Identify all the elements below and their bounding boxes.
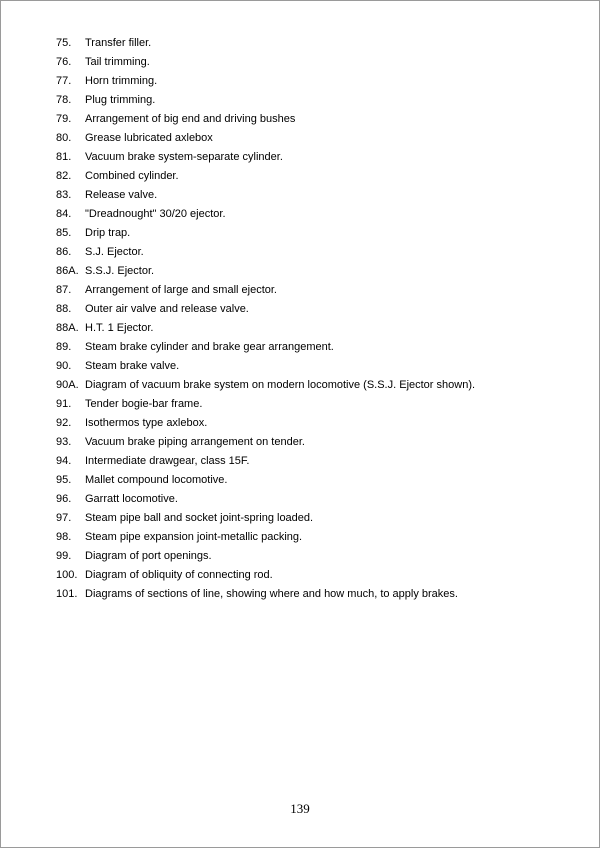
figure-title: Arrangement of large and small ejector.: [85, 284, 277, 296]
figure-title: S.J. Ejector.: [85, 246, 144, 258]
figure-number: 101.: [56, 588, 78, 600]
figure-title: Intermediate drawgear, class 15F.: [85, 455, 250, 467]
figure-entry: [56, 205, 576, 224]
figure-number: 97.: [56, 512, 72, 524]
figure-number: 79.: [56, 113, 72, 125]
figure-entry: [56, 167, 576, 186]
figure-title: Vacuum brake piping arrangement on tender.: [85, 436, 305, 448]
figure-title: Steam pipe ball and socket joint-spring loaded.: [85, 512, 314, 524]
figure-title: Combined cylinder.: [85, 170, 179, 182]
figure-entry: [56, 243, 576, 262]
figure-title: Steam brake valve.: [85, 360, 180, 372]
figure-entry: [56, 509, 576, 528]
figure-entry: [56, 471, 576, 490]
figure-title: H.T. 1 Ejector.: [85, 322, 154, 334]
figure-number: 90.: [56, 360, 72, 372]
figure-number: 93.: [56, 436, 72, 448]
figure-title: Transfer filler.: [85, 37, 152, 49]
figure-entry: [56, 281, 576, 300]
figure-number: 98.: [56, 531, 72, 543]
figure-number: 90A.: [56, 379, 79, 391]
figure-entry: [56, 585, 576, 604]
figure-title: Isothermos type axlebox.: [85, 417, 208, 429]
figure-entry: [56, 490, 576, 509]
figure-number: 91.: [56, 398, 72, 410]
figure-number: 78.: [56, 94, 72, 106]
figure-entry: [56, 319, 576, 338]
figure-title: Vacuum brake system-separate cylinder.: [85, 151, 283, 163]
figure-entry: [56, 148, 576, 167]
figure-title: Steam pipe expansion joint-metallic packing.: [85, 531, 303, 543]
figure-entry: [56, 110, 576, 129]
figure-number: 100.: [56, 569, 78, 581]
figure-entry: [56, 186, 576, 205]
page-number: 139: [290, 801, 310, 816]
figure-entry: [56, 91, 576, 110]
figure-entry: [56, 433, 576, 452]
figure-title: Diagram of vacuum brake system on modern locomotive (S.S.J. Ejector shown).: [85, 379, 476, 391]
figure-entry: [56, 414, 576, 433]
figure-title: Horn trimming.: [85, 75, 158, 87]
figure-title: Garratt locomotive.: [85, 493, 178, 505]
figure-title: Tail trimming.: [85, 56, 150, 68]
figure-title: Outer air valve and release valve.: [85, 303, 249, 315]
figure-number: 94.: [56, 455, 72, 467]
figure-title: Tender bogie-bar frame.: [85, 398, 203, 410]
figure-number: 81.: [56, 151, 72, 163]
figure-entry: [56, 528, 576, 547]
figure-title: Diagrams of sections of line, showing where and how much, to apply brakes.: [85, 588, 458, 600]
figure-number: 99.: [56, 550, 72, 562]
figure-title: Steam brake cylinder and brake gear arrangement.: [85, 341, 334, 353]
figure-number: 88.: [56, 303, 72, 315]
figure-entry: [56, 376, 576, 395]
figure-title: Plug trimming.: [85, 94, 156, 106]
figure-entry: [56, 262, 576, 281]
figure-entry: [56, 72, 576, 91]
figure-number: 75.: [56, 37, 72, 49]
figure-number: 95.: [56, 474, 72, 486]
figure-number: 86A.: [56, 265, 79, 277]
figure-entry: [56, 129, 576, 148]
figure-number: 85.: [56, 227, 72, 239]
figure-number: 83.: [56, 189, 72, 201]
figure-title: S.S.J. Ejector.: [85, 265, 155, 277]
figure-entry: [56, 34, 576, 53]
figure-number: 76.: [56, 56, 72, 68]
figure-title: Release valve.: [85, 189, 158, 201]
figure-number: 89.: [56, 341, 72, 353]
figure-list: [56, 34, 576, 604]
figure-entry: [56, 53, 576, 72]
figure-number: 87.: [56, 284, 72, 296]
figure-title: Drip trap.: [85, 227, 131, 239]
figure-number: 84.: [56, 208, 72, 220]
figure-title: Mallet compound locomotive.: [85, 474, 228, 486]
figure-entry: [56, 224, 576, 243]
figure-title: Arrangement of big end and driving bushes: [85, 113, 296, 125]
figure-entry: [56, 566, 576, 585]
figure-number: 86.: [56, 246, 72, 258]
figure-title: "Dreadnought" 30/20 ejector.: [85, 208, 226, 220]
figure-title: Diagram of obliquity of connecting rod.: [85, 569, 273, 581]
figure-title: Grease lubricated axlebox: [85, 132, 213, 144]
figure-number: 88A.: [56, 322, 79, 334]
figure-number: 96.: [56, 493, 72, 505]
figure-entry: [56, 395, 576, 414]
figure-number: 80.: [56, 132, 72, 144]
figure-number: 82.: [56, 170, 72, 182]
figure-entry: [56, 357, 576, 376]
figure-number: 77.: [56, 75, 72, 87]
figure-entry: [56, 300, 576, 319]
figure-number: 92.: [56, 417, 72, 429]
figure-entry: [56, 338, 576, 357]
figure-entry: [56, 452, 576, 471]
figure-entry: [56, 547, 576, 566]
figure-title: Diagram of port openings.: [85, 550, 212, 562]
